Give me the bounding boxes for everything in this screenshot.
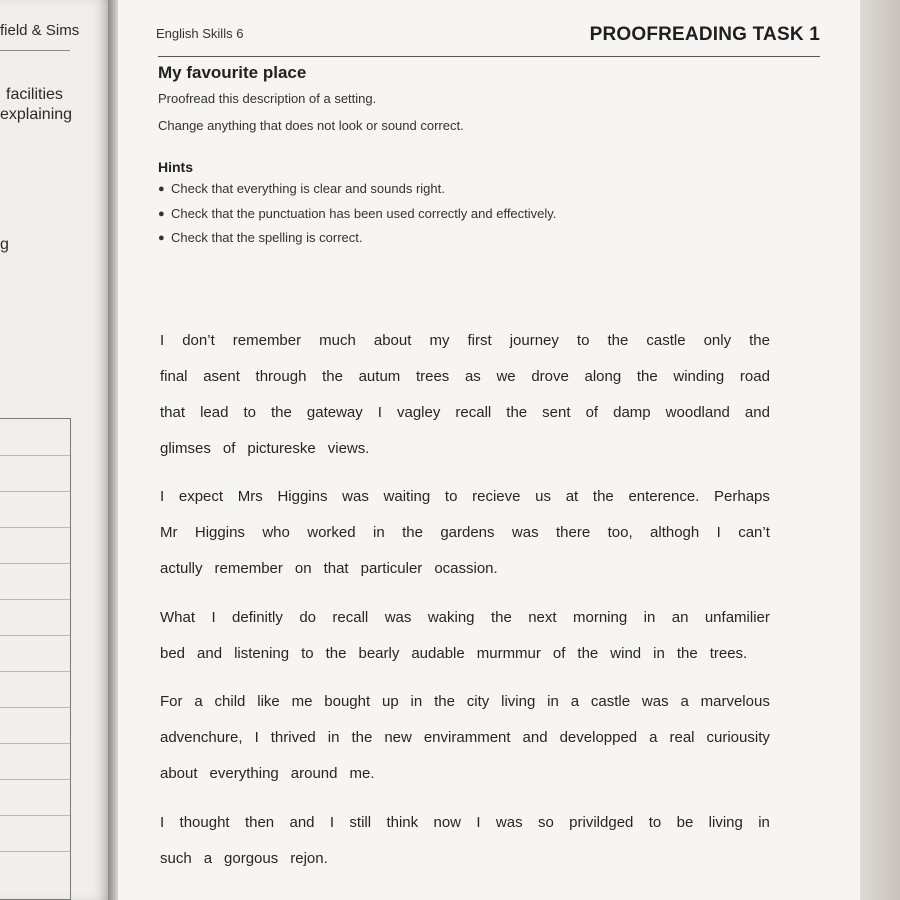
book-label: English Skills 6: [156, 26, 244, 41]
table-line: [0, 779, 70, 780]
left-page-text: g: [0, 236, 9, 253]
hint-text: Check that everything is clear and sounds right.: [171, 181, 445, 196]
hints-title: Hints: [158, 159, 193, 175]
passage-line: about everything around me.: [160, 765, 375, 782]
table-line: [0, 671, 70, 672]
hint-item: [158, 230, 556, 255]
table-line: [0, 851, 70, 852]
passage-line: advenchure, I thrived in the new enviramment and developped a real curiousity: [160, 729, 770, 746]
page-edge: [860, 0, 900, 900]
book-spine: [108, 0, 118, 900]
bullet-icon: ●: [158, 207, 165, 220]
passage-paragraph: [160, 487, 770, 595]
hint-text: Check that the punctuation has been used correctly and effectively.: [171, 205, 557, 221]
left-page: [0, 0, 108, 900]
passage-line: I don’t remember much about my first journey to the castle only the: [160, 332, 770, 349]
passage-paragraph: [160, 692, 770, 800]
table-line: [0, 707, 70, 708]
table-line: [0, 527, 70, 528]
hint-item: [158, 181, 556, 206]
table-line: [0, 491, 70, 492]
passage-paragraph: [160, 331, 770, 475]
left-page-table: [0, 418, 71, 900]
instruction-text: Proofread this description of a setting.: [158, 91, 377, 106]
passage-line: Mr Higgins who worked in the gardens was there too, althogh I can’t: [160, 524, 770, 541]
hint-item: [158, 206, 556, 231]
passage-line: actully remember on that particuler ocassion.: [160, 560, 498, 577]
left-page-text: explaining: [0, 106, 73, 123]
passage-line: bed and listening to the bearly audable murmmur of the wind in the trees.: [160, 645, 748, 662]
bullet-icon: ●: [158, 232, 165, 244]
table-line: [0, 455, 70, 456]
passage-line: that lead to the gateway I vagley recall the sent of damp woodland and: [160, 404, 770, 421]
table-line: [0, 743, 70, 744]
worksheet-heading: My favourite place: [158, 63, 307, 82]
passage-line: For a child like me bought up in the city living in a castle was a marvelous: [160, 693, 770, 710]
task-title: PROOFREADING TASK 1: [589, 24, 820, 45]
passage-line: such a gorgous rejon.: [160, 850, 328, 867]
table-line: [0, 599, 70, 600]
passage-line: final asent through the autum trees as we drove along the winding road: [160, 368, 770, 385]
table-line: [0, 563, 70, 564]
table-line: [0, 815, 70, 816]
hint-text: Check that the spelling is correct.: [171, 230, 363, 245]
hints-list: [158, 181, 556, 255]
worksheet-page: [118, 0, 860, 900]
bullet-icon: ●: [158, 183, 165, 195]
passage-paragraph: [160, 608, 770, 680]
left-page-text: facilities: [6, 86, 63, 103]
passage-line: I expect Mrs Higgins was waiting to recieve us at the enterence. Perhaps: [160, 488, 770, 505]
table-line: [0, 635, 70, 636]
instruction-text: Change anything that does not look or sound correct.: [158, 118, 464, 133]
passage-paragraph: [160, 813, 770, 885]
passage-line: I thought then and I still think now I was so privildged to be living in: [160, 814, 770, 831]
passage-line: glimses of pictureske views.: [160, 440, 370, 457]
left-page-rule: [0, 50, 70, 51]
left-page-header: field & Sims: [0, 22, 80, 39]
passage-line: What I definitly do recall was waking the next morning in an unfamilier: [160, 609, 770, 626]
header-rule: [158, 56, 820, 57]
